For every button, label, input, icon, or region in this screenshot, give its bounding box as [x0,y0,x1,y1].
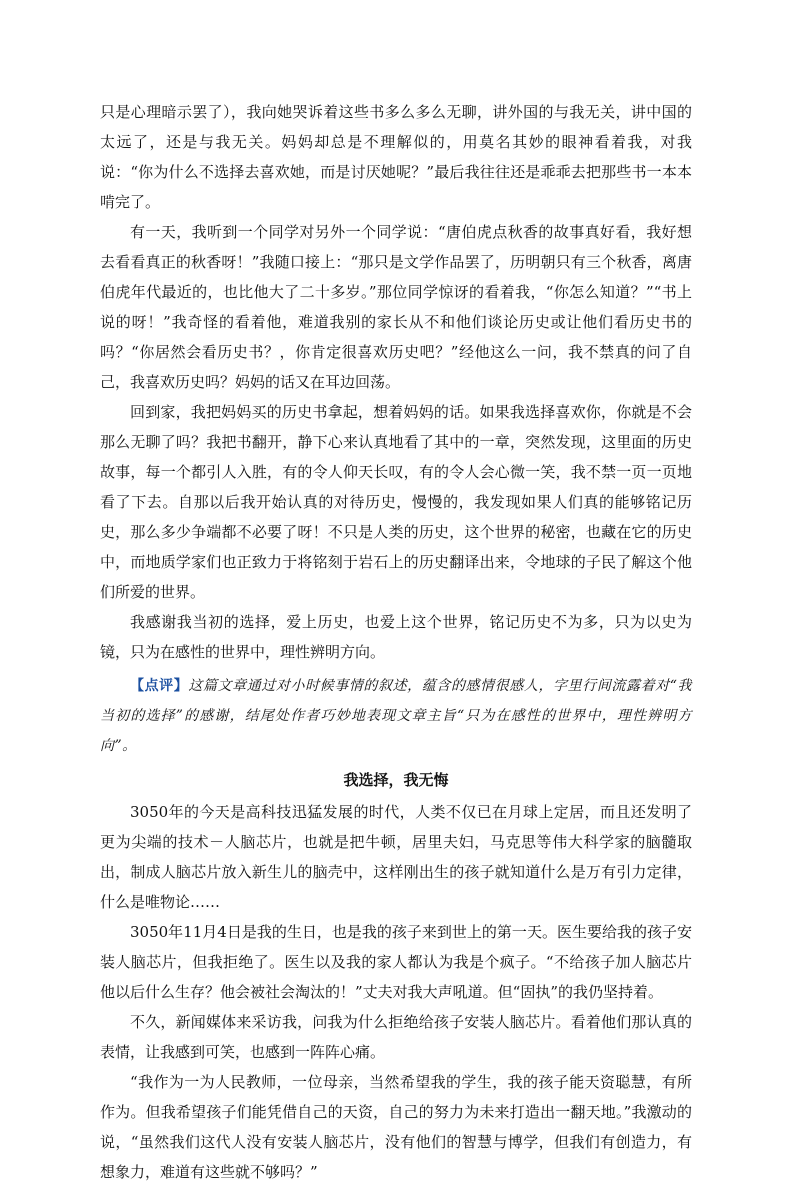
commentary-text: 这篇文章通过对小时候事情的叙述，蕴含的感情很感人，字里行间流露着对“我当初的选择”的感谢，结尾处作者巧妙地表现文章主旨“只为在感性的世界中，理性辨明方向”。 [100,678,693,754]
article2-paragraph: 不久，新闻媒体来采访我，问我为什么拒绝给孩子安装人脑芯片。看着他们那认真的表情，让我感到可笑，也感到一阵阵心痛。 [100,1013,692,1061]
article1-paragraph: 我感谢我当初的选择，爱上历史，也爱上这个世界，铭记历史不为多，只为以史为镜，只为在感性的世界中，理性辨明方向。 [100,613,692,661]
article1-paragraph: 有一天，我听到一个同学对另外一个同学说：“唐伯虎点秋香的故事真好看，我好想去看看真正的秋香呀！”我随口接上：“那只是文学作品罢了，历明朝只有三个秋香，离唐伯虎年代最近的，也比他大了二十多岁。”那位同学惊讶的看着我，“你怎么知道？”“书上说的呀！”我奇怪的看着他，难道我别的家长从不和他们谈论历史或让他们看历史书的吗？“你居然会看历史书？，你肯定很喜欢历史吧？”经他这么一问，我不禁真的问了自己，我喜欢历史吗？妈妈的话又在耳边回荡。 [100,223,692,391]
article-title: 我选择，我无悔 [343,771,449,789]
commentary-tag: 【点评】 [130,678,189,694]
article2-paragraph: “我作为一为人民教师，一位母亲，当然希望我的学生，我的孩子能天资聪慧，有所作为。但我希望孩子们能凭借自己的天资，自己的努力为未来打造出一翻天地。”我激动的说，“虽然我们这代人没有安装人脑芯片，没有他们的智慧与博学，但我们有创造力，有想象力，难道有这些就不够吗？” [100,1073,692,1181]
document-body [100,97,692,1187]
article2-paragraph: 3050年的今天是高科技迅猛发展的时代，人类不仅已在月球上定居，而且还发明了更为尖端的技术－人脑芯片，也就是把牛顿，居里夫妇，马克思等伟大科学家的脑髓取出，制成人脑芯片放入新生儿的脑壳中，这样刚出生的孩子就知道什么是万有引力定律，什么是唯物论…… [100,803,692,911]
article1-paragraph: 只是心理暗示罢了），我向她哭诉着这些书多么多么无聊，讲外国的与我无关，讲中国的太远了，还是与我无关。妈妈却总是不理解似的，用莫名其妙的眼神看着我，对我说：“你为什么不选择去喜欢她，而是讨厌她呢？”最后我往往还是乖乖去把那些书一本本啃完了。 [100,103,692,211]
article2-paragraph: 3050年11月4日是我的生日，也是我的孩子来到世上的第一天。医生要给我的孩子安装人脑芯片，但我拒绝了。医生以及我的家人都认为我是个疯子。“不给孩子加人脑芯片他以后什么生存？他会被社会淘汰的！”丈夫对我大声吼道。但“固执”的我仍坚持着。 [100,923,692,1001]
article1-paragraph: 回到家，我把妈妈买的历史书拿起，想着妈妈的话。如果我选择喜欢你，你就是不会那么无聊了吗？我把书翻开，静下心来认真地看了其中的一章，突然发现，这里面的历史故事，每一个都引人入胜，有的令人仰天长叹，有的令人会心微一笑，我不禁一页一页地看了下去。自那以后我开始认真的对待历史，慢慢的，我发现如果人们真的能够铭记历史，那么多少争端都不必要了呀！不只是人类的历史，这个世界的秘密，也藏在它的历史中，而地质学家们也正致力于将铭刻于岩石上的历史翻译出来，令地球的子民了解这个他们所爱的世界。 [100,403,692,601]
commentary [100,671,692,761]
